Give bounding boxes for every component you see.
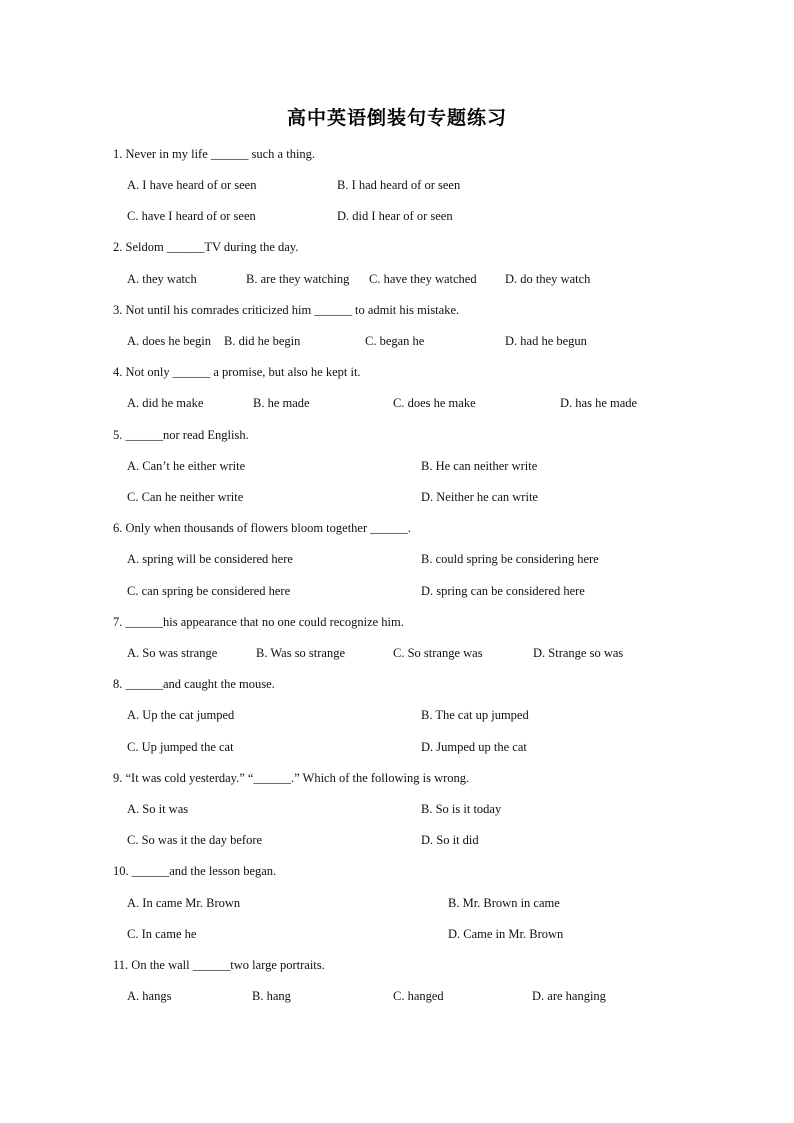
option-b[interactable]: B. Mr. Brown in came xyxy=(448,896,560,910)
option-b[interactable]: B. could spring be considering here xyxy=(421,552,599,566)
option-b[interactable]: B. He can neither write xyxy=(421,459,538,473)
option-d[interactable]: D. did I hear of or seen xyxy=(337,209,453,223)
question-8: 8. ______and caught the mouse. xyxy=(113,677,275,691)
option-a[interactable]: A. hangs xyxy=(127,989,172,1003)
question-6: 6. Only when thousands of flowers bloom together ______. xyxy=(113,521,411,535)
option-a[interactable]: A. they watch xyxy=(127,272,197,286)
question-9: 9. “It was cold yesterday.” “______.” Which of the following is wrong. xyxy=(113,771,470,785)
option-d[interactable]: D. do they watch xyxy=(505,272,591,286)
option-b[interactable]: B. The cat up jumped xyxy=(421,708,529,722)
option-d[interactable]: D. Neither he can write xyxy=(421,490,538,504)
question-5: 5. ______nor read English. xyxy=(113,428,249,442)
option-c[interactable]: C. So strange was xyxy=(393,646,483,660)
option-b[interactable]: B. Was so strange xyxy=(256,646,346,660)
option-c[interactable]: C. can spring be considered here xyxy=(127,584,291,598)
option-c[interactable]: C. So was it the day before xyxy=(127,833,263,847)
option-c[interactable]: C. hanged xyxy=(393,989,444,1003)
option-d[interactable]: D. Came in Mr. Brown xyxy=(448,927,564,941)
option-b[interactable]: B. hang xyxy=(252,989,291,1003)
question-10: 10. ______and the lesson began. xyxy=(113,864,277,878)
question-1: 1. Never in my life ______ such a thing. xyxy=(113,147,316,161)
option-b[interactable]: B. he made xyxy=(253,396,310,410)
option-a[interactable]: A. did he make xyxy=(127,396,204,410)
option-d[interactable]: D. So it did xyxy=(421,833,479,847)
option-c[interactable]: C. have I heard of or seen xyxy=(127,209,256,223)
option-c[interactable]: C. Up jumped the cat xyxy=(127,740,234,754)
option-c[interactable]: C. Can he neither write xyxy=(127,490,244,504)
option-d[interactable]: D. has he made xyxy=(560,396,638,410)
question-3: 3. Not until his comrades criticized him ______ to admit his mistake. xyxy=(113,303,460,317)
option-a[interactable]: A. does he begin xyxy=(127,334,212,348)
option-d[interactable]: D. spring can be considered here xyxy=(421,584,585,598)
option-c[interactable]: C. began he xyxy=(365,334,425,348)
option-a[interactable]: A. So it was xyxy=(127,802,189,816)
option-a[interactable]: A. Can’t he either write xyxy=(127,459,246,473)
question-7: 7. ______his appearance that no one could recognize him. xyxy=(113,615,404,629)
question-11: 11. On the wall ______two large portraits. xyxy=(113,958,325,972)
option-c[interactable]: C. In came he xyxy=(127,927,197,941)
option-b[interactable]: B. I had heard of or seen xyxy=(337,178,461,192)
page-title: 高中英语倒装句专题练习 xyxy=(286,107,507,129)
option-a[interactable]: A. In came Mr. Brown xyxy=(127,896,241,910)
option-d[interactable]: D. had he begun xyxy=(505,334,587,348)
option-a[interactable]: A. spring will be considered here xyxy=(127,552,293,566)
option-a[interactable]: A. So was strange xyxy=(127,646,218,660)
option-b[interactable]: B. did he begin xyxy=(224,334,301,348)
option-b[interactable]: B. are they watching xyxy=(246,272,350,286)
option-d[interactable]: D. are hanging xyxy=(532,989,606,1003)
option-d[interactable]: D. Strange so was xyxy=(533,646,624,660)
option-c[interactable]: C. does he make xyxy=(393,396,476,410)
question-2: 2. Seldom ______TV during the day. xyxy=(113,240,299,254)
option-a[interactable]: A. Up the cat jumped xyxy=(127,708,235,722)
question-4: 4. Not only ______ a promise, but also he kept it. xyxy=(113,365,361,379)
option-b[interactable]: B. So is it today xyxy=(421,802,502,816)
option-d[interactable]: D. Jumped up the cat xyxy=(421,740,527,754)
option-c[interactable]: C. have they watched xyxy=(369,272,477,286)
option-a[interactable]: A. I have heard of or seen xyxy=(127,178,257,192)
